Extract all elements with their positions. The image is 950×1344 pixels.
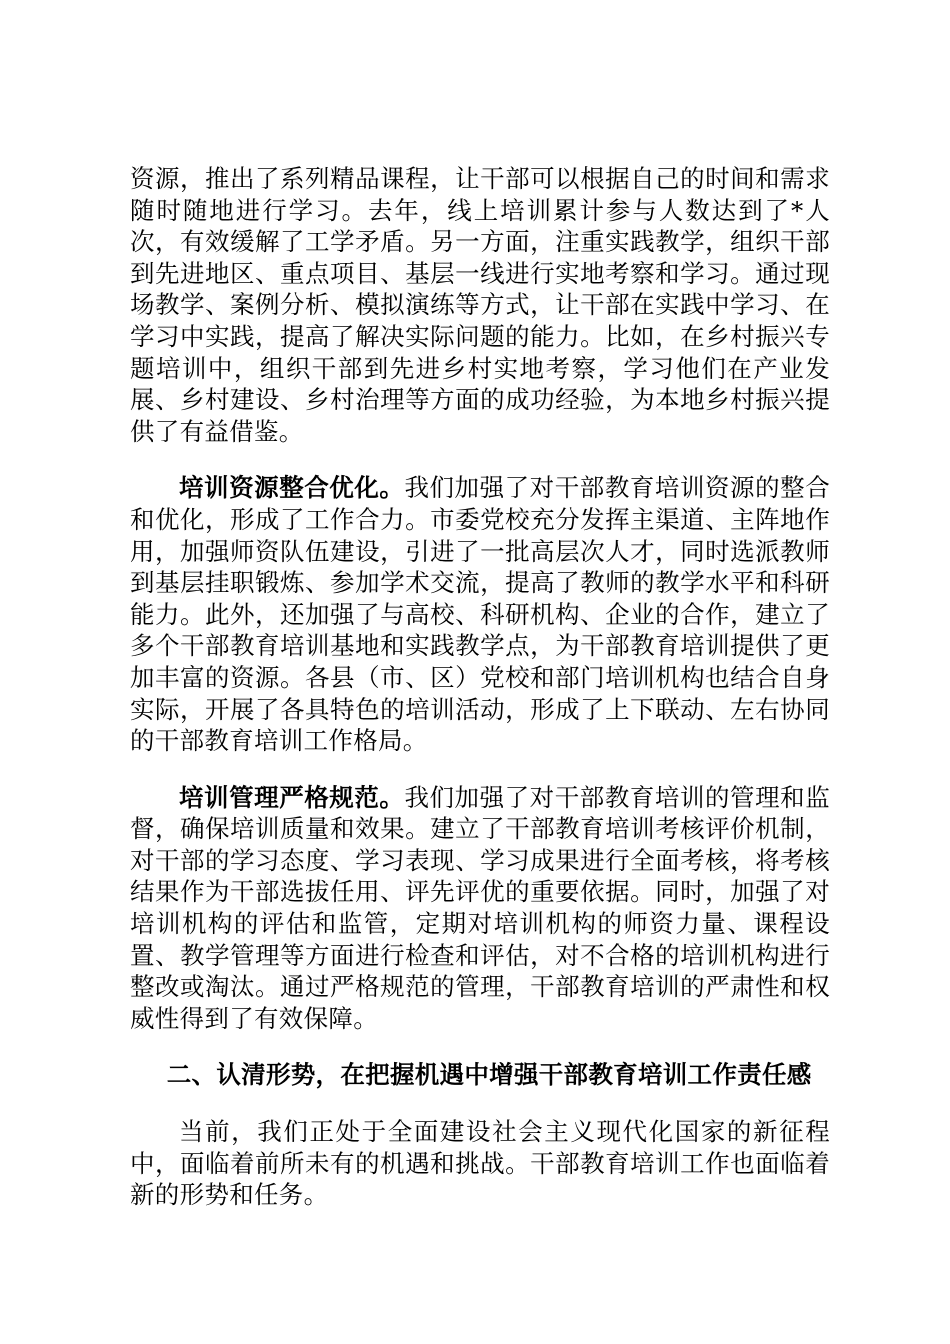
- document-body: [130, 163, 830, 1211]
- paragraph-management-standards: [130, 782, 830, 1035]
- paragraph-lead: 培训资源整合优化。: [179, 473, 405, 503]
- paragraph-continued: [130, 163, 830, 447]
- paragraph-lead: 培训管理严格规范。: [179, 782, 405, 812]
- paragraph-resource-integration: [130, 472, 830, 756]
- paragraph-text: 资源，推出了系列精品课程，让干部可以根据自己的时间和需求随时随地进行学习。去年，线上培训累计参与人数达到了*人次，有效缓解了工学矛盾。另一方面，注重实践教学，组织干部到先进地区、重点项目、基层一线进行实地考察和学习。通过现场教学、案例分析、模拟演练等方式，让干部在实践中学习、在学习中实践，提高了解决实际问题的能力。比如，在乡村振兴专题培训中，组织干部到先进乡村实地考察，学习他们在产业发展、乡村建设、乡村治理等方面的成功经验，为本地乡村振兴提供了有益借鉴。: [130, 164, 830, 446]
- paragraph-text: 我们加强了对干部教育培训的管理和监督，确保培训质量和效果。建立了干部教育培训考核评价机制，对干部的学习态度、学习表现、学习成果进行全面考核，将考核结果作为干部选拔任用、评先评优的重要依据。同时，加强了对培训机构的评估和监管，定期对培训机构的师资力量、课程设置、教学管理等方面进行检查和评估，对不合格的培训机构进行整改或淘汰。通过严格规范的管理，干部教育培训的严肃性和权威性得到了有效保障。: [130, 782, 830, 1033]
- paragraph-current-situation: [130, 1116, 830, 1211]
- section-heading: 二、认清形势，在把握机遇中增强干部教育培训工作责任感: [166, 1060, 812, 1090]
- paragraph-text: 当前，我们正处于全面建设社会主义现代化国家的新征程中，面临着前所未有的机遇和挑战。干部教育培训工作也面临着新的形势和任务。: [130, 1117, 830, 1210]
- paragraph-text: 我们加强了对干部教育培训资源的整合和优化，形成了工作合力。市委党校充分发挥主渠道、主阵地作用，加强师资队伍建设，引进了一批高层次人才，同时选派教师到基层挂职锻炼、参加学术交流，提高了教师的教学水平和科研能力。此外，还加强了与高校、科研机构、企业的合作，建立了多个干部教育培训基地和实践教学点，为干部教育培训提供了更加丰富的资源。各县（市、区）党校和部门培训机构也结合自身实际，开展了各具特色的培训活动，形成了上下联动、左右协同的干部教育培训工作格局。: [130, 473, 830, 756]
